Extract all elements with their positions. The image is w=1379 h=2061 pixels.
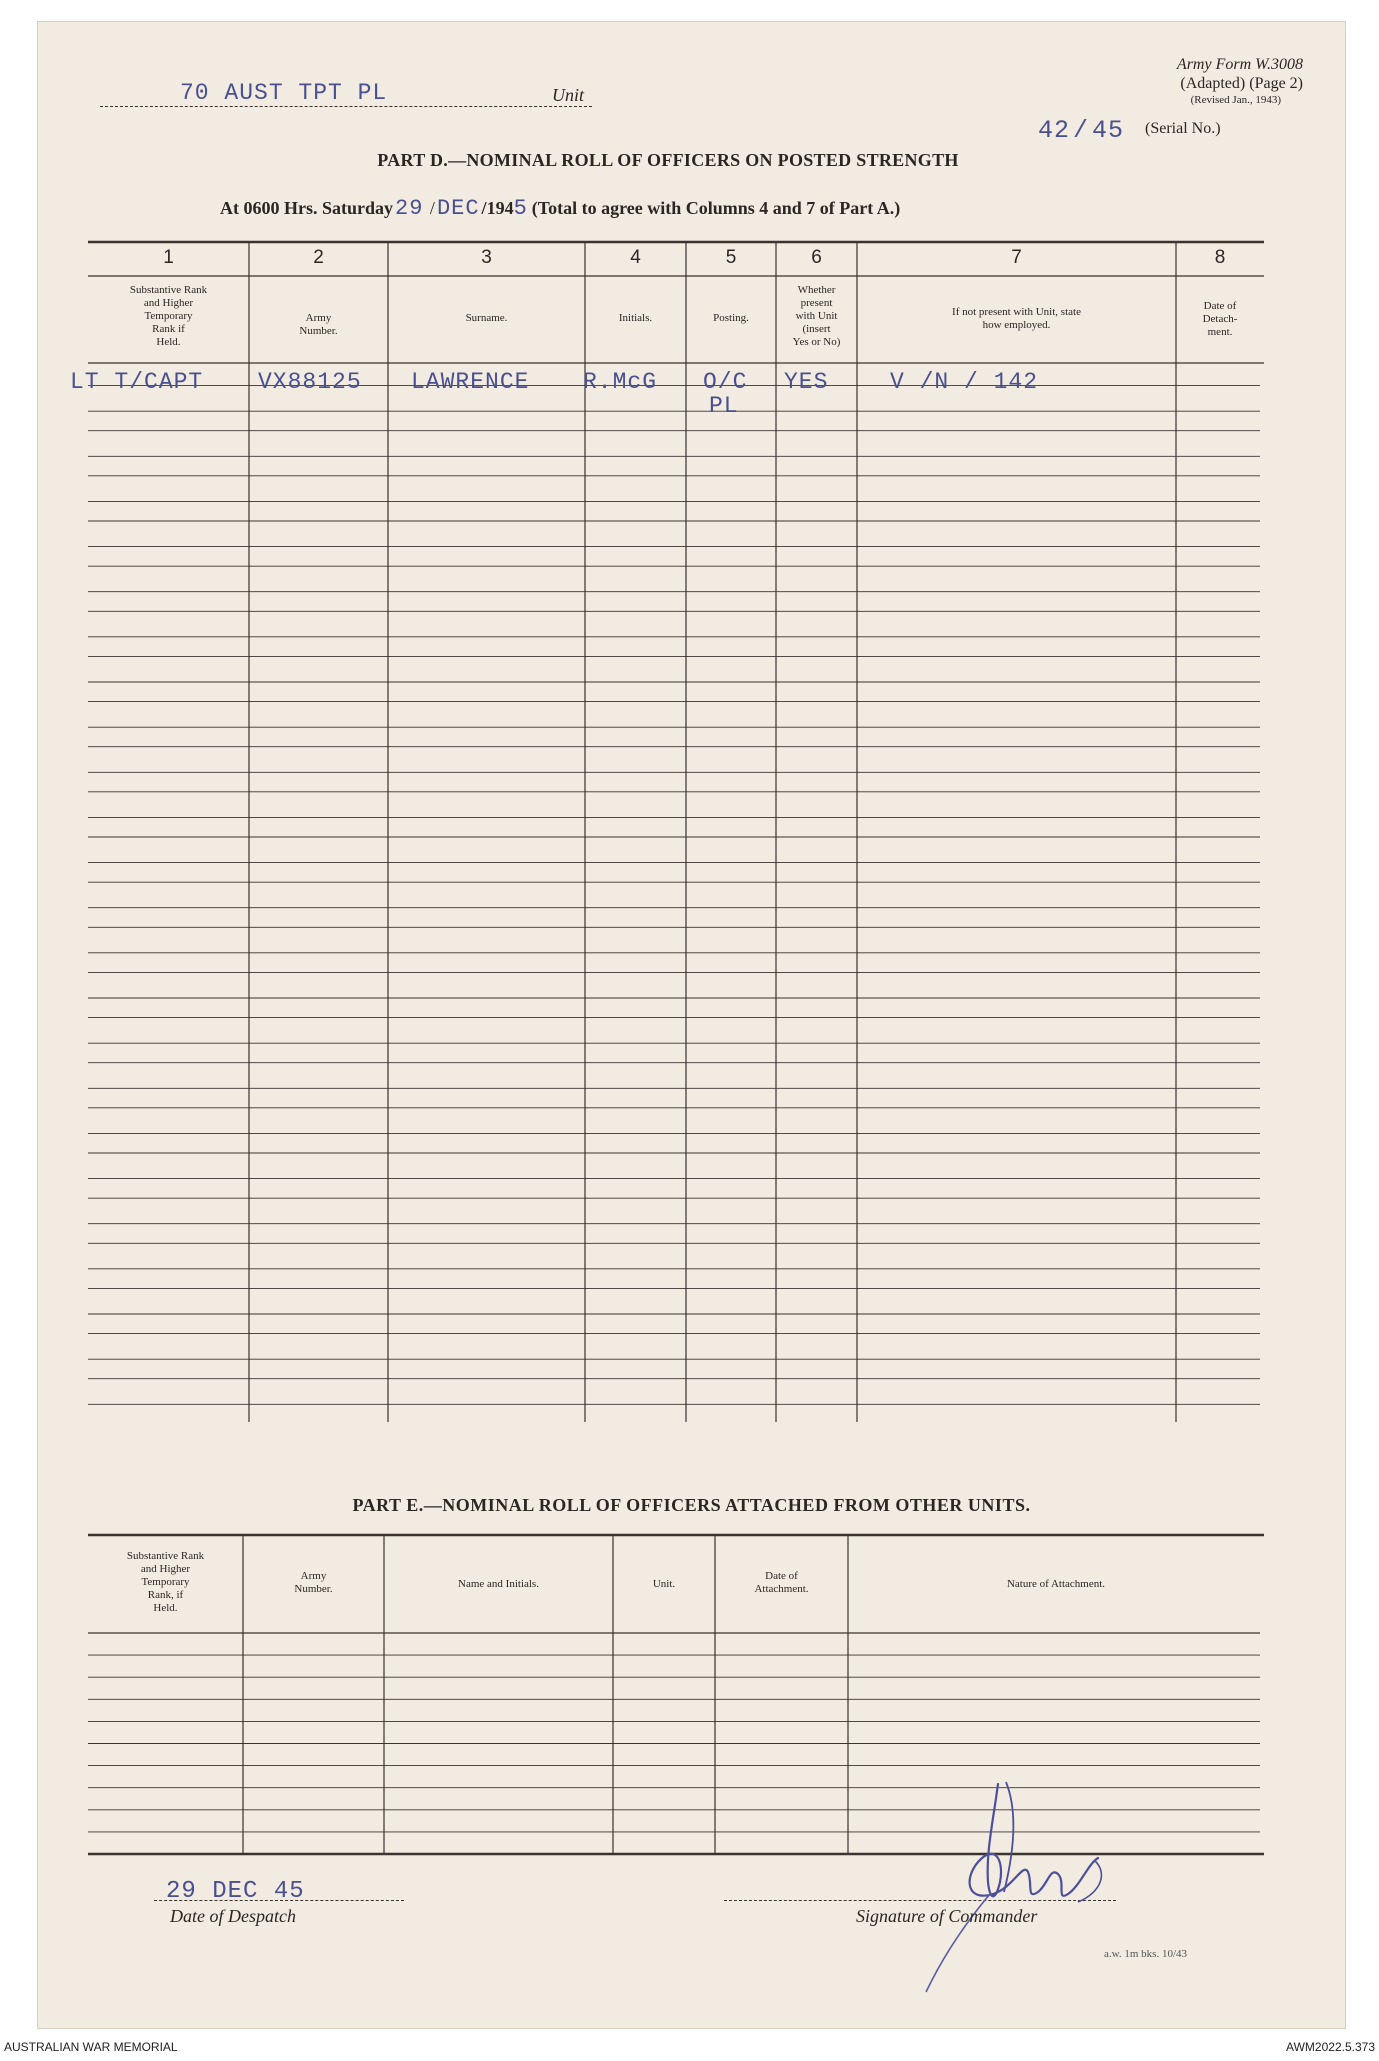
part-d-column-number: 5 bbox=[725, 247, 737, 268]
form-line-3: (Revised Jan., 1943) bbox=[1190, 94, 1281, 106]
caption-right: AWM2022.5.373 bbox=[1286, 2040, 1375, 2054]
unit-value: 70 AUST TPT PL bbox=[180, 80, 388, 106]
part-d-column-header: Army Number. bbox=[299, 312, 338, 337]
despatch-value: 29 DEC 45 bbox=[166, 1878, 305, 1905]
form-sheet bbox=[38, 22, 1345, 2028]
signature-label: Signature of Commander bbox=[856, 1906, 1038, 1926]
date-day: 29 bbox=[395, 196, 424, 221]
part-d-column-header: Whether present with Unit (insert Yes or No) bbox=[792, 284, 841, 348]
serial-label: (Serial No.) bbox=[1145, 120, 1221, 137]
serial-number-value: 42 / 45 bbox=[1038, 116, 1125, 145]
date-suffix: (Total to agree with Columns 4 and 7 of Part A.) bbox=[531, 198, 901, 218]
entry-initials: R.McG bbox=[583, 369, 658, 395]
date-prefix: At 0600 Hrs. Saturday bbox=[220, 198, 394, 218]
entry-army-number: VX88125 bbox=[258, 369, 362, 395]
unit-label: Unit bbox=[552, 85, 585, 105]
part-d-title: PART D.—NOMINAL ROLL OF OFFICERS ON POSTED STRENGTH bbox=[377, 150, 959, 170]
caption-left: AUSTRALIAN WAR MEMORIAL bbox=[4, 2040, 178, 2054]
part-d-column-number: 6 bbox=[811, 247, 822, 268]
part-e-title: PART E.—NOMINAL ROLL OF OFFICERS ATTACHED FROM OTHER UNITS. bbox=[352, 1495, 1031, 1515]
part-d-date-line: At 0600 Hrs. Saturday29 /DEC /1945 (Total to agree with Columns 4 and 7 of Part A.) bbox=[220, 196, 901, 221]
part-d-column-header: Posting. bbox=[713, 312, 749, 324]
part-d-column-number: 2 bbox=[313, 247, 324, 268]
date-year-digit: 5 bbox=[513, 196, 528, 221]
part-e-column-header: Unit. bbox=[652, 1578, 676, 1590]
entry-rank: LT T/CAPT bbox=[70, 369, 204, 395]
entry-present: YES bbox=[784, 369, 829, 395]
serial-value-2: 45 bbox=[1092, 116, 1125, 145]
print-code: a.w. 1m bks. 10/43 bbox=[1104, 1948, 1188, 1960]
part-d-column-header: Substantive Rank and Higher Temporary Rank if Held. bbox=[129, 284, 208, 348]
part-d-column-number: 8 bbox=[1214, 247, 1226, 268]
part-e-column-header: Name and Initials. bbox=[458, 1578, 539, 1590]
part-e-column-header: Army Number. bbox=[294, 1570, 333, 1595]
part-d-column-header: Surname. bbox=[465, 312, 508, 324]
part-e-column-header: Nature of Attachment. bbox=[1006, 1578, 1106, 1590]
part-e-column-header: Substantive Rank and Higher Temporary Rank, if Held. bbox=[126, 1550, 205, 1614]
part-d-column-number: 7 bbox=[1011, 247, 1022, 268]
commander-signature-image bbox=[38, 22, 1345, 2028]
entry-posting-line-2: PL bbox=[709, 393, 739, 419]
part-d-column-header: If not present with Unit, state how employed. bbox=[952, 306, 1081, 331]
date-year-prefix: 194 bbox=[486, 198, 514, 218]
entry-surname: LAWRENCE bbox=[411, 369, 530, 395]
part-d-column-number: 3 bbox=[481, 247, 492, 268]
despatch-label: Date of Despatch bbox=[170, 1906, 296, 1926]
part-d-column-number: 1 bbox=[163, 247, 174, 268]
serial-value-1: 42 bbox=[1038, 116, 1071, 145]
date-month: DEC bbox=[436, 196, 480, 221]
part-d-column-header: Initials. bbox=[618, 312, 653, 324]
form-line-1: Army Form W.3008 bbox=[1176, 56, 1303, 73]
entry-employed: V /N / 142 bbox=[890, 369, 1039, 395]
part-d-column-header: Date of Detach- ment. bbox=[1202, 300, 1238, 338]
form-line-2: (Adapted) (Page 2) bbox=[1180, 75, 1303, 92]
part-e-column-header: Date of Attachment. bbox=[754, 1570, 809, 1595]
entry-posting-line-1: O/C bbox=[703, 369, 748, 395]
part-d-column-number: 4 bbox=[630, 247, 641, 268]
